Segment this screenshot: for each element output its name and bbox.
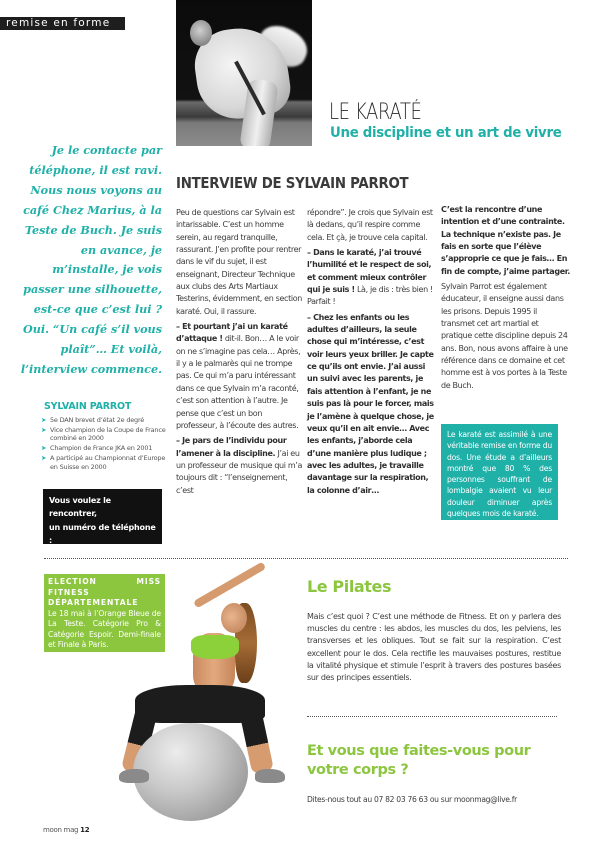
paragraph — [176, 207, 304, 318]
pilates-heading: Le Pilates — [307, 577, 392, 596]
dotted-divider — [307, 716, 557, 717]
paragraph — [307, 207, 435, 244]
paragraph-quote: – Je pars de l’individu pour l’amener à la discipline. — [176, 436, 287, 458]
bio-item — [41, 426, 169, 443]
contact-line: un numéro de téléphone : — [49, 522, 156, 546]
interview-column-3 — [441, 204, 571, 395]
intro-quote: Je le contacte par téléphone, il est ravi. Nous nous voyons au café Chez Marius, à la Teste de Buch. Je suis en avance, je m’installe, je vois passer une silhouette, est-ce que c’est lui ? Oui. “Un café s’il vous plaît”… Et voilà, l’interview commence. — [20, 143, 162, 376]
section-tag: remise en forme — [0, 17, 125, 30]
bio-item — [41, 416, 169, 425]
photo-shape — [119, 769, 149, 783]
paragraph-quote: – Chez les enfants ou les adultes d’ailleurs, la seule chose qui m’intéresse, c’est voir leurs yeux briller. Je capte ce qu’ils ont envie. J’ai aussi un suivi avec les parents, je fais attention à l’enfant, je ne suis pas là pour le forcer, mais je l’amène à quelque chose, je veux qu’il en ait envie… Avec les enfants, j’aborde cela d’une manière plus ludique ; avec les adultes, je travaille davantage sur la respiration, la colonne d’air… — [307, 312, 434, 495]
bio-item-text: A participé au Championnat d’Europe en Suisse en 2000 — [50, 453, 166, 471]
bio-list — [41, 416, 169, 472]
photo-shape — [255, 769, 285, 783]
miss-fitness-title: ELECTION MISS FITNESS DÉPARTEMENTALE — [48, 577, 161, 607]
bio-item-text: 5e DAN brevet d’état 2e degré — [50, 416, 145, 424]
article-subtitle: Une discipline et un art de vivre — [330, 125, 562, 141]
dotted-divider — [44, 558, 568, 559]
photo-shape — [133, 723, 248, 821]
contact-box — [43, 489, 162, 559]
page-folio — [43, 826, 89, 834]
paragraph-text: J’ai eu un professeur de musique qui m’a toujours dit : “l’enseignement, c’est — [176, 448, 303, 495]
fact-box: Le karaté est assimilé à une véritable remise en forme du dos. Une étude a d’ailleurs montré que 80 % des personnes souffrant de lombalgie avaient vu leur douleur diminuer après quelques mois de karaté. — [441, 424, 558, 520]
contact-phone: 06 62 74 29 94 — [49, 549, 114, 559]
bullet-arrow-icon: ➤ — [41, 425, 47, 434]
interview-column-2 — [307, 207, 435, 500]
photo-shape — [193, 562, 266, 609]
paragraph — [307, 312, 435, 497]
bio-item-text: Vice champion de la Coupe de France combiné en 2000 — [50, 425, 166, 443]
pilates-body: Mais c’est quoi ? C’est une méthode de Fitness. Et on y parlera des muscles du centre : les abdos, les muscles du dos, les pelviens, les transverses et les obliques. Tout se fait sur la respiration. C’est excellent pour le dos. Cela rectifie les mauvaises postures, restitue la vitalité physique et stimule l’esprit à travers des postures basées sur des principes essentiels. — [307, 612, 561, 683]
bullet-arrow-icon: ➤ — [41, 416, 47, 424]
bio-name: SYLVAIN PARROT — [44, 401, 132, 412]
bio-item — [41, 454, 169, 471]
miss-fitness-text: Le 18 mai à l’Orange Bleue de La Teste. Catégorie Pro & Catégorie Espoir. Demi-finale et Finale à Paris. — [48, 608, 161, 649]
photo-shape — [135, 685, 265, 723]
karate-photo — [176, 0, 312, 146]
bio-item-text: Champion de France JKA en 2001 — [50, 444, 153, 453]
magazine-name: moon mag — [43, 826, 81, 834]
paragraph — [441, 204, 571, 278]
bio-item — [41, 444, 169, 453]
paragraph-text: Peu de questions car Sylvain est intarissable. C’est un homme serein, au regard tranquille, rassurant. J’en profite pour rentrer dans le vif du sujet, il est enseignant, Directeur Technique aux clubs des Arts Martiaux Testerins, évidemment, en section karaté. Oui, il rassure. — [176, 208, 302, 316]
paragraph — [441, 281, 571, 392]
interview-column-1 — [176, 207, 304, 500]
paragraph-text: Là, je dis : très bien ! Parfait ! — [307, 285, 433, 307]
page-number: 12 — [80, 826, 90, 834]
cta-heading: Et vous que faites-vous pour votre corps ? — [307, 743, 531, 778]
paragraph-text: répondre”. Je crois que Sylvain est là dedans, qu’il respire comme cela. Et çà, je trouve cela capital. — [307, 208, 433, 242]
article-title: LE KARATÉ — [329, 100, 422, 125]
paragraph — [307, 247, 435, 309]
miss-fitness-box — [44, 574, 165, 652]
bullet-arrow-icon: ➤ — [41, 444, 47, 453]
interview-heading: INTERVIEW DE SYLVAIN PARROT — [176, 174, 409, 192]
paragraph-text: Sylvain Parrot est également éducateur, il enseigne aussi dans les prisons. Depuis 1995 il transmet cet art martial et pratique cette discipline depuis 24 ans. Bon, nous avons affaire à une référence dans ce domaine et cet homme est à vos portes à la Teste de Buch. — [441, 282, 568, 390]
contact-line: Vous voulez le rencontrer, — [49, 496, 111, 519]
photo-shape — [190, 20, 212, 46]
paragraph-text: dit-il. Bon… A le voir on ne s’imagine pas cela… Après, il y a le palmarès qui ne trompe pas. Ce qui m’a paru intéressant dans ce que Sylvain m’a raconté, c’est son attention à l’autre. Je pense que c’est un bon professeur, à l’écoute des autres. — [176, 334, 301, 430]
paragraph — [176, 321, 304, 432]
bullet-arrow-icon: ➤ — [41, 453, 47, 462]
paragraph-quote: – Dans le karaté, j’ai trouvé l’humilité et le respect de soi, et comment mieux contrôler qui je suis ! — [307, 248, 432, 295]
cta-body: Dites-nous tout au 07 82 03 76 63 ou sur moonmag@live.fr — [307, 795, 517, 804]
paragraph-quote: – Et pourtant j’ai un karaté d’attaque ! — [176, 322, 288, 344]
photo-shape — [221, 603, 247, 633]
paragraph — [176, 435, 304, 497]
paragraph-quote: C’est la rencontre d’une intention et d’une contrainte. La technique n’existe pas. Je fais en sorte que l’élève s’approprie ce que je fais… En fin de compte, j’aime partager. — [441, 205, 570, 276]
photo-shape — [191, 635, 239, 659]
